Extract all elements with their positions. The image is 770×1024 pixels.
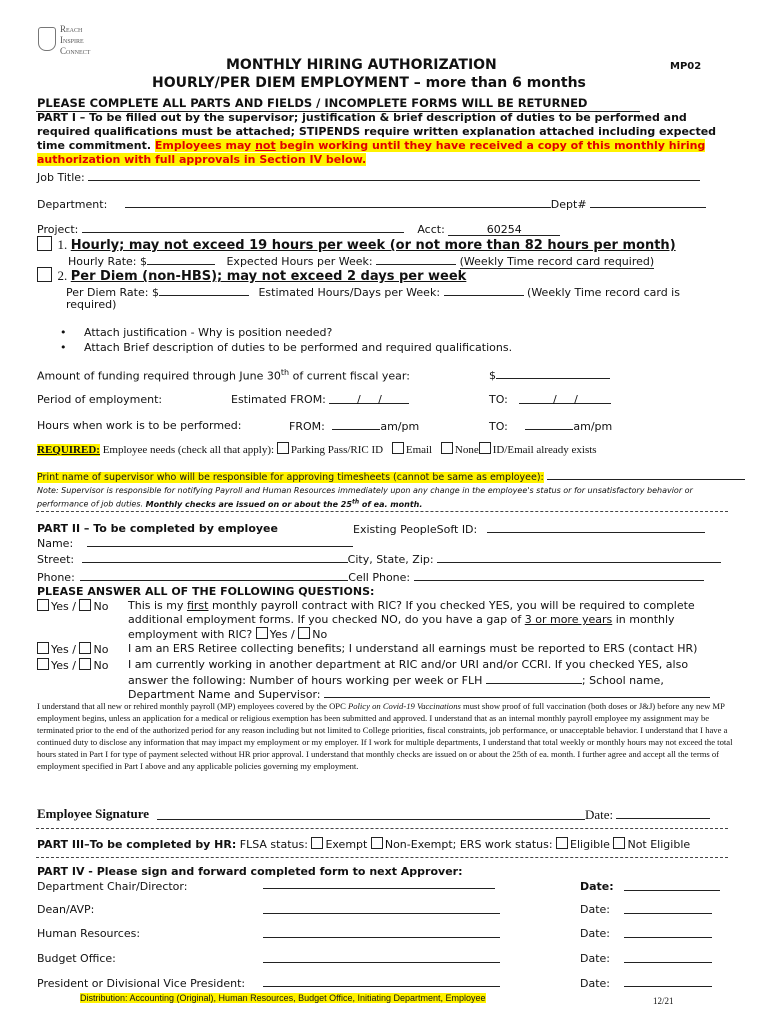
divider: [36, 857, 728, 858]
approver-label-2: Human Resources:: [37, 927, 141, 940]
street-row: [37, 552, 721, 566]
q1-no-label: No: [93, 600, 109, 613]
hours-to: [489, 419, 612, 433]
approver-date-0[interactable]: [624, 880, 720, 891]
peoplesoft-field[interactable]: [487, 522, 705, 533]
approver-date-1[interactable]: [624, 903, 712, 914]
from-date-slashes: / /: [356, 393, 382, 406]
dept-num-field[interactable]: [590, 197, 706, 208]
hours-to-label: TO:: [489, 420, 508, 433]
hours-flh-field[interactable]: [486, 673, 582, 684]
per-diem-label: Per Diem Rate: $: [66, 286, 159, 299]
option-hourly: [37, 236, 676, 253]
id-exists-option: ID/Email already exists: [492, 444, 597, 456]
non-exempt-label: Non-Exempt; ERS work status:: [384, 838, 557, 851]
from-date-field[interactable]: [329, 393, 409, 404]
phone-label: Phone:: [37, 571, 75, 584]
employee-date-field[interactable]: [616, 806, 710, 819]
bullet-2-text: Attach Brief description of duties to be performed and required qualifications.: [83, 341, 513, 354]
job-title-field[interactable]: [88, 170, 700, 181]
phone-field[interactable]: [80, 570, 348, 581]
hourly-rate-field[interactable]: [147, 254, 215, 265]
q3-yes-checkbox[interactable]: [37, 658, 49, 670]
peoplesoft-label: Existing PeopleSoft ID:: [353, 523, 478, 536]
warning-a: Employees may: [154, 139, 256, 152]
q1b-yes-label: Yes /: [269, 628, 295, 641]
q1-c: additional employment forms. If you checked NO, do you have a gap of: [128, 613, 525, 626]
part1-intro: [37, 111, 737, 167]
funding-label: Amount of funding required through June 30: [37, 369, 281, 383]
q1-a: This is my: [128, 599, 187, 612]
bullet-1: • Attach justification - Why is position needed?: [60, 326, 333, 339]
project-label: Project:: [37, 223, 79, 236]
city-field[interactable]: [437, 552, 721, 563]
q3-no-label: No: [93, 659, 109, 672]
q1-gap: 3 or more years: [524, 613, 613, 626]
employee-date: [585, 806, 710, 823]
period-from: [231, 393, 409, 406]
q1-yes-no: [37, 599, 108, 613]
q3-line1: I am currently working in another department at RIC and/or URI and/or CCRI. If you checked YES, also: [128, 658, 689, 671]
not-eligible-checkbox[interactable]: [613, 837, 625, 849]
approver-date-label-4: Date:: [580, 977, 610, 990]
cell-field[interactable]: [414, 570, 704, 581]
part3-title: PART III–To be completed by HR:: [37, 838, 237, 851]
q3-line3: [128, 687, 710, 701]
funding-row: [37, 368, 410, 383]
funding-sup: th: [280, 368, 290, 377]
logo: [38, 27, 56, 54]
form-code: MP02: [670, 61, 702, 72]
approver-label-4: President or Divisional Vice President:: [37, 977, 246, 990]
q1b-no-label: No: [312, 628, 328, 641]
approver-signature-4[interactable]: [263, 976, 500, 987]
divider: [36, 511, 728, 512]
note-checks: [146, 500, 423, 509]
parking-checkbox[interactable]: [277, 442, 289, 454]
part3-row: [37, 837, 690, 851]
warning-b: begin working until they have received a copy of this monthly hiring authorization with full approvals in Section IV below.: [37, 139, 706, 166]
hours-label: Hours when work is to be performed:: [37, 419, 242, 432]
department-label: Department:: [37, 198, 108, 211]
hourly-rate-row: [68, 254, 654, 268]
per-diem-field[interactable]: [159, 285, 249, 296]
weekly-card-note-2b: required): [66, 298, 117, 311]
option-1-number: 1.: [57, 237, 68, 252]
hours-from-ampm: am/pm: [380, 420, 420, 433]
required-text: Employee needs (check all that apply):: [99, 444, 277, 456]
expected-hours-field[interactable]: [376, 254, 456, 265]
project-row: [37, 222, 560, 236]
q3-b: answer the following: Number of hours working per week or FLH: [128, 674, 483, 687]
job-title-row: [37, 170, 700, 184]
questions-title: PLEASE ANSWER ALL OF THE FOLLOWING QUESTIONS:: [37, 585, 375, 598]
acct-value: 60254: [486, 223, 522, 236]
q2-no-label: No: [93, 643, 109, 656]
q1-yes-label: Yes /: [51, 600, 76, 613]
q1-yes-checkbox[interactable]: [37, 599, 49, 611]
approver-date-3[interactable]: [624, 952, 712, 963]
funding-amount: [489, 368, 610, 382]
q3-no-checkbox[interactable]: [79, 658, 91, 670]
bullet-1-text: Attach justification - Why is position needed?: [83, 326, 333, 339]
id-exists-checkbox[interactable]: [479, 442, 491, 454]
agreement-b: must show proof of full vaccination (both doses or J&J) before any new MP employment begins, unless an application for a medical or religious exemption has been submitted and approved. I understand that as an internal monthly payroll employee my assignment may be terminated prior to the end of the authorized period for any reason including but not limited to College priorities, fiscal constraints, job performance, or unacceptable behavior. I understand that I have a continued duty to disclose any information that may impact my employment or my employer. If I work for multiple departments, I understand that total weekly or monthly hours may not exceed the total hours stated in Part I for type of payment selected without HR prior approval. I understand that monthly checks are issued on or about the 25th of ea. month. I further agree and accept all the terms of employment specified in Part I above and any applicable policies governing my employment.: [37, 701, 733, 771]
department-row: [37, 197, 706, 211]
street-field[interactable]: [82, 552, 348, 563]
to-label: TO:: [489, 393, 508, 406]
supervisor-print-label: Print name of supervisor who will be responsible for approving timesheets (cannot be same as employee):: [37, 472, 544, 483]
acct-field[interactable]: [448, 223, 560, 236]
parking-option: Parking Pass/RIC ID: [290, 444, 384, 456]
project-field[interactable]: [82, 222, 404, 233]
approver-date-label-2: Date:: [580, 927, 610, 940]
cell-label: Cell Phone:: [348, 571, 411, 584]
option-per-diem: [37, 267, 466, 284]
job-title-label: Job Title:: [37, 171, 85, 184]
supervisor-row: [37, 469, 745, 483]
q1-b: monthly payroll contract with RIC? If you checked YES, you will be required to complete: [208, 599, 695, 612]
seal-icon: [38, 27, 56, 51]
logo-line: Connect: [60, 46, 91, 56]
part4-title: PART IV - Please sign and forward completed form to next Approver:: [37, 865, 463, 878]
eligible-checkbox[interactable]: [556, 837, 568, 849]
instructions: PLEASE COMPLETE ALL PARTS AND FIELDS / INCOMPLETE FORMS WILL BE RETURNED: [37, 96, 588, 110]
note-checks-a: Monthly checks are issued on or about the 25: [145, 499, 352, 509]
weekly-card-note-1: (Weekly Time record card required): [459, 255, 655, 268]
q3-yes-label: Yes /: [51, 659, 76, 672]
q2-yes-label: Yes /: [51, 643, 76, 656]
q1-line3: [128, 627, 327, 641]
logo-text: [60, 24, 90, 57]
street-label: Street:: [37, 553, 75, 566]
q3-yes-no: [37, 658, 108, 672]
email-option: Email: [405, 444, 433, 456]
none-option: None: [454, 444, 479, 456]
approver-date-4[interactable]: [624, 976, 712, 987]
email-checkbox[interactable]: [392, 442, 404, 454]
logo-line: Inspire: [60, 35, 84, 45]
form-title-1: MONTHLY HIRING AUTHORIZATION: [226, 57, 497, 73]
period-to: [489, 393, 611, 406]
q1-no-checkbox[interactable]: [79, 599, 91, 611]
per-diem-checkbox[interactable]: [37, 267, 52, 282]
revision: 12/21: [653, 996, 674, 1006]
dept-num-label: Dept#: [550, 198, 587, 211]
flsa-label: FLSA status:: [236, 838, 312, 851]
supervisor-name-field[interactable]: [547, 469, 745, 480]
dept-supervisor-field[interactable]: [324, 687, 710, 698]
q3-school: ; School name,: [581, 674, 664, 687]
to-date-field[interactable]: [519, 393, 611, 404]
approver-label-3: Budget Office:: [37, 952, 116, 965]
approver-signature-1[interactable]: [263, 903, 500, 914]
agreement-policy: Policy on Covid-19 Vaccinations: [347, 701, 461, 711]
exempt-checkbox[interactable]: [311, 837, 323, 849]
divider: [36, 828, 728, 829]
est-days-field[interactable]: [444, 285, 524, 296]
hours-from: [289, 419, 419, 433]
distribution: Distribution: Accounting (Original), Human Resources, Budget Office, Initiating Department, Employee: [80, 993, 486, 1003]
hourly-checkbox[interactable]: [37, 236, 52, 251]
department-field[interactable]: [125, 197, 551, 208]
q1b-yes-checkbox[interactable]: [256, 627, 268, 639]
q1b-no-checkbox[interactable]: [298, 627, 310, 639]
q2-yes-no: [37, 642, 108, 656]
q3-c: Department Name and Supervisor:: [128, 688, 321, 701]
weekly-card-note-2: (Weekly Time record card is: [527, 286, 680, 299]
q1-line1: [128, 599, 695, 612]
q2-text: I am an ERS Retiree collecting benefits; I understand all earnings must be reported to ERS (contact HR): [128, 642, 698, 655]
eligible-label: Eligible: [570, 838, 610, 851]
supervisor-note: [37, 485, 737, 510]
peoplesoft-row: [353, 522, 705, 536]
part1-intro-text: PART I – To be filled out by the supervisor; justification & brief description of duties to be performed and required qualifications must be attached; STIPENDS require written explanation attached including expected time commitment.: [37, 111, 717, 152]
warning-not: not: [255, 139, 276, 152]
approver-date-label-3: Date:: [580, 952, 610, 965]
q1-line2: [128, 613, 675, 626]
name-label: Name:: [37, 537, 74, 550]
employee-signature-label: Employee Signature: [37, 806, 150, 821]
to-date-slashes: / /: [552, 393, 578, 406]
q1-e: employment with RIC?: [128, 628, 253, 641]
approver-label-1: Dean/AVP:: [37, 903, 95, 916]
agreement-a: I understand that all new or rehired monthly payroll (MP) employees covered by the OPC: [37, 701, 348, 711]
not-eligible-label: Not Eligible: [627, 838, 691, 851]
name-field[interactable]: [87, 536, 353, 547]
q3-line2: [128, 673, 664, 687]
period-label: Period of employment:: [37, 393, 163, 406]
hours-to-ampm: am/pm: [573, 420, 613, 433]
est-days-label: Estimated Hours/Days per Week:: [258, 286, 441, 299]
employee-date-label: Date:: [585, 807, 614, 822]
option-2-number: 2.: [57, 268, 68, 283]
form-title-2: HOURLY/PER DIEM EMPLOYMENT – more than 6 months: [152, 75, 586, 91]
approver-date-label-0: Date:: [580, 880, 614, 893]
approver-signature-0[interactable]: [263, 878, 495, 889]
note-text: Note: Supervisor is responsible for notifying Payroll and Human Resources immediately upon any change in the employee's status or for unsatisfactory behavior or performance of job duties.: [37, 486, 693, 509]
approver-signature-2[interactable]: [263, 927, 500, 938]
est-from-label: Estimated FROM:: [231, 393, 326, 406]
funding-dollar: $: [489, 369, 496, 382]
option-2-text: Per Diem (non-HBS); may not exceed 2 days per week: [70, 269, 467, 284]
non-exempt-checkbox[interactable]: [371, 837, 383, 849]
required-label: REQUIRED:: [37, 444, 100, 456]
approver-date-label-1: Date:: [580, 903, 610, 916]
acct-label: Acct:: [417, 223, 445, 236]
per-diem-row: [66, 285, 680, 299]
hours-from-field[interactable]: [332, 419, 380, 430]
employee-signature-field[interactable]: [157, 806, 585, 820]
note-checks-c: of ea. month.: [359, 499, 423, 509]
none-checkbox[interactable]: [441, 442, 453, 454]
funding-field[interactable]: [496, 368, 610, 379]
q1-first: first: [186, 599, 209, 612]
note-sup: th: [351, 498, 360, 505]
required-row: [37, 442, 597, 456]
phone-row: [37, 570, 704, 584]
bullet-2: • Attach Brief description of duties to be performed and required qualifications.: [60, 341, 513, 354]
exempt-label: Exempt: [325, 838, 368, 851]
funding-label-b: of current fiscal year:: [289, 369, 410, 383]
hours-from-label: FROM:: [289, 420, 325, 433]
agreement-text: [37, 700, 743, 772]
approver-label-0: Department Chair/Director:: [37, 880, 188, 893]
hourly-rate-label: Hourly Rate: $: [68, 255, 147, 268]
logo-line: Reach: [60, 24, 83, 34]
part2-title: PART II – To be completed by employee: [37, 522, 278, 535]
name-row: [37, 536, 353, 550]
q2-no-checkbox[interactable]: [79, 642, 91, 654]
city-label: City, State, Zip:: [347, 553, 434, 566]
hours-to-field[interactable]: [525, 419, 573, 430]
q1-d: in monthly: [612, 613, 675, 626]
option-1-text: Hourly; may not exceed 19 hours per week (or not more than 82 hours per month): [70, 238, 676, 253]
expected-hours-label: Expected Hours per Week:: [226, 255, 373, 268]
q2-yes-checkbox[interactable]: [37, 642, 49, 654]
approver-signature-3[interactable]: [263, 952, 500, 963]
approver-date-2[interactable]: [624, 927, 712, 938]
